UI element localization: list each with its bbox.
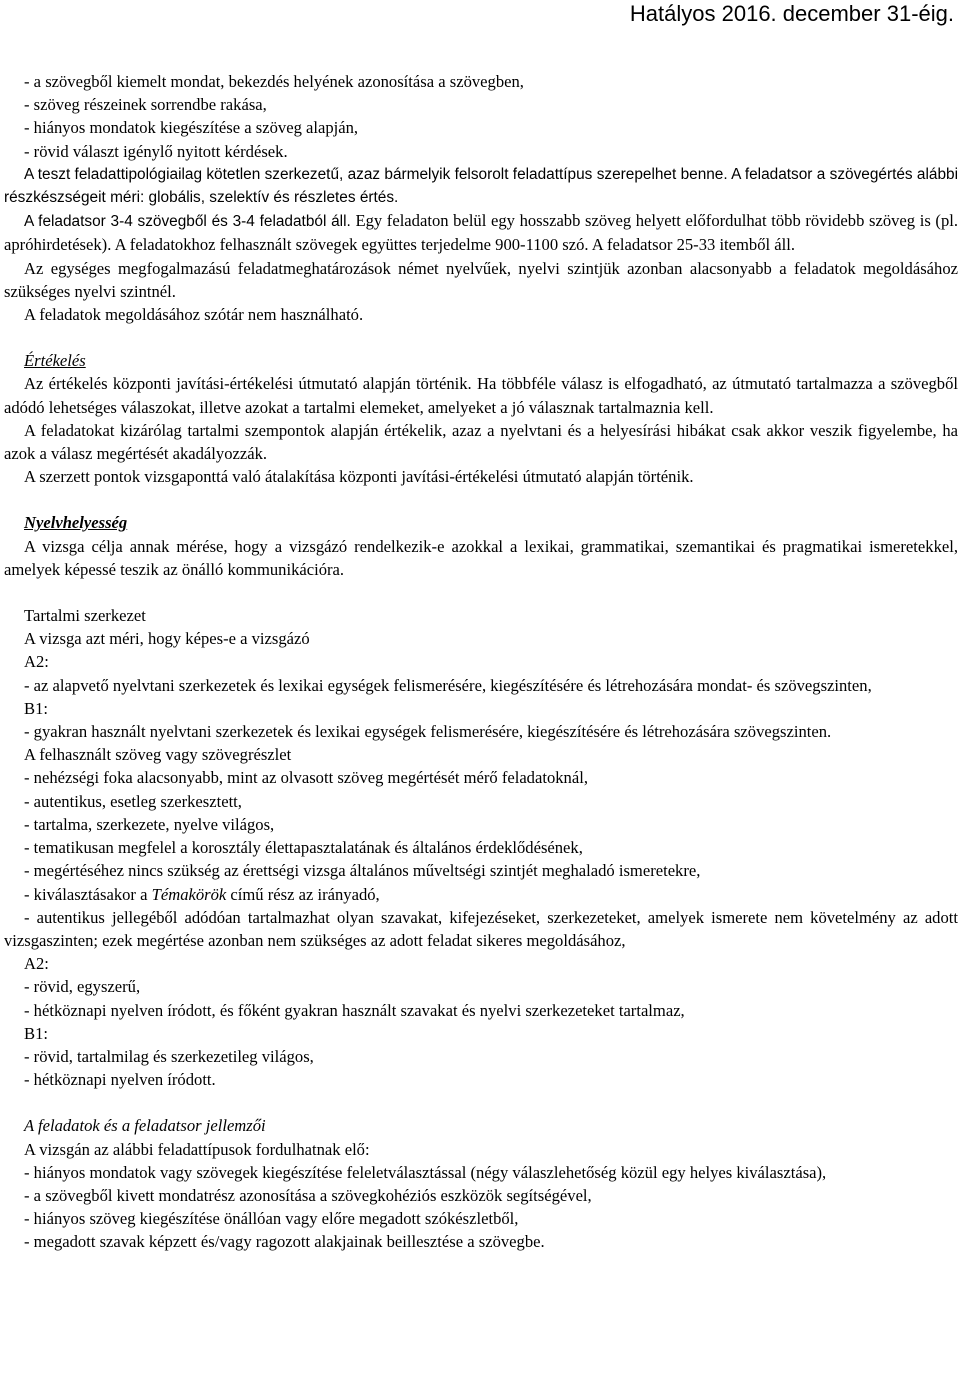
paragraph-test-type: A teszt feladattipológiailag kötetlen szerkezetű, azaz bármelyik felsorolt feladattípus szerepelhet benne. A feladatsor a szövegértés alábbi részkészségeit méri: globális, szelektív és részletes értés. <box>4 165 958 207</box>
section-heading-accuracy: Nyelvhelyesség <box>24 513 128 533</box>
list-item: - hiányos szöveg kiegészítése önállóan vagy előre megadott szókészletből, <box>24 1209 519 1229</box>
list-item: - megadott szavak képzett és/vagy ragozott alakjainak beillesztése a szövegbe. <box>24 1232 545 1252</box>
paragraph-evaluation-2: A feladatokat kizárólag tartalmi szempontok alapján értékelik, azaz a nyelvtani és a helyesírási hibákat csak akkor veszik figyelembe, ha azok a válasz megértését akadályozzák. <box>4 420 958 464</box>
list-item: - a szövegből kivett mondatrész azonosítása a szövegkohéziós eszközök segítségével, <box>24 1185 592 1205</box>
paragraph-texts-b: Egy feladaton belül egy hosszabb szöveg helyett előfordulhat több rövidebb szöveg is (pl. apróhirdetések). A feladatokhoz felhasznált szövegek együttes terjedelme 900-1100 szó. A feladatsor 25-33 itemből áll. <box>4 211 958 255</box>
level-label-a2: A2: <box>24 954 49 974</box>
section-heading-evaluation: Értékelés <box>24 351 86 371</box>
spacer <box>4 326 958 349</box>
list-item: - szöveg részeinek sorrendbe rakása, <box>24 95 267 115</box>
list-item-topics <box>4 883 958 906</box>
list-item: - rövid, tartalmilag és szerkezetileg világos, <box>24 1046 314 1066</box>
paragraph-accuracy: A vizsga célja annak mérése, hogy a vizsgázó rendelkezik-e azokkal a lexikai, grammatikai, szemantikai és pragmatikai ismeretekkel, amelyek képessé teszik az önálló kommunikációra. <box>4 536 958 579</box>
paragraph-evaluation-3: A szerzett pontok vizsgaponttá való átalakítása központi javítási-értékelési útmutató alapján történik. <box>24 467 694 487</box>
level-label-a2: A2: <box>24 652 49 672</box>
list-item: - hiányos mondatok vagy szövegek kiegészítése feleletválasztással (négy válaszlehetőség közül egy helyes kiválasztása), <box>24 1162 827 1182</box>
list-item: - autentikus, esetleg szerkesztett, <box>24 791 242 811</box>
paragraph-evaluation-1: Az értékelés központi javítási-értékelési útmutató alapján történik. Ha többféle válasz is elfogadható, az útmutató tartalmazza a szövegből adódó lehetséges válaszokat, illetve azokat a tartalmi elemeket, amelyeket a jó válasznak tartalmaznia kell. <box>4 374 958 417</box>
spacer <box>4 581 958 604</box>
level-label-b1: B1: <box>24 1023 48 1043</box>
spacer <box>4 488 958 511</box>
spacer <box>4 1091 958 1114</box>
list-item: - hétköznapi nyelven íródott. <box>24 1070 216 1090</box>
paragraph-instructions: Az egységes megfogalmazású feladatmeghatározások német nyelvűek, nyelvi szintjük azonban alacsonyabb a feladatok megoldásához szükséges nyelvi szintnél. <box>4 258 958 301</box>
list-item: - hétköznapi nyelven íródott, és főként gyakran használt szavakat és nyelvi szerkezeteket tartalmaz, <box>24 1000 685 1020</box>
tasks-intro: A vizsgán az alábbi feladattípusok fordulhatnak elő: <box>24 1139 370 1159</box>
list-item: - rövid választ igénylő nyitott kérdések. <box>24 141 288 161</box>
level-label-b1: B1: <box>24 698 48 718</box>
topics-suffix: című rész az irányadó, <box>226 884 380 904</box>
list-item: - autentikus jellegéből adódóan tartalmazhat olyan szavakat, kifejezéseket, szerkezeteket, amelyek ismerete nem követelmény az adott vizsgaszinten; ezek megértése azonban nem szükséges az adott feladat sikeres megoldásához, <box>4 907 958 950</box>
list-item: - megértéséhez nincs szükség az érettségi vizsga általános műveltségi szintjét meghaladó ismeretekre, <box>24 861 701 881</box>
paragraph-texts <box>4 209 958 256</box>
paragraph-texts-a: A feladatsor 3-4 szövegből és 3-4 feladatból áll. <box>24 213 351 231</box>
list-item: - nehézségi foka alacsonyabb, mint az olvasott szöveg megértését mérő feladatoknál, <box>24 768 588 788</box>
document-body <box>4 70 958 1254</box>
topics-prefix: - kiválasztásakor a <box>24 884 152 904</box>
list-item: - rövid, egyszerű, <box>24 977 141 997</box>
paragraph-dictionary: A feladatok megoldásához szótár nem használható. <box>24 305 364 325</box>
list-item: - hiányos mondatok kiegészítése a szöveg alapján, <box>24 118 359 138</box>
list-item: - az alapvető nyelvtani szerkezetek és lexikai egységek felismerésére, kiegészítésére és létrehozására mondat- és szövegszinten, <box>24 675 872 695</box>
section-heading-tasks: A feladatok és a feladatsor jellemzői <box>24 1116 266 1136</box>
list-item: - a szövegből kiemelt mondat, bekezdés helyének azonosítása a szövegben, <box>24 72 524 91</box>
list-item: - tematikusan megfelel a korosztály élettapasztalatának és általános érdeklődésének, <box>24 838 583 858</box>
section-heading-content: Tartalmi szerkezet <box>24 606 146 626</box>
topics-italic: Témakörök <box>151 884 227 904</box>
list-item: - gyakran használt nyelvtani szerkezetek és lexikai egységek felismerésére, kiegészítésére és létrehozására szövegszinten. <box>24 722 832 742</box>
validity-header: Hatályos 2016. december 31-éig. <box>629 1 954 26</box>
list-item: - tartalma, szerkezete, nyelve világos, <box>24 814 275 834</box>
content-intro: A vizsga azt méri, hogy képes-e a vizsgázó <box>24 629 310 649</box>
text-requirements-title: A felhasznált szöveg vagy szövegrészlet <box>24 745 292 765</box>
